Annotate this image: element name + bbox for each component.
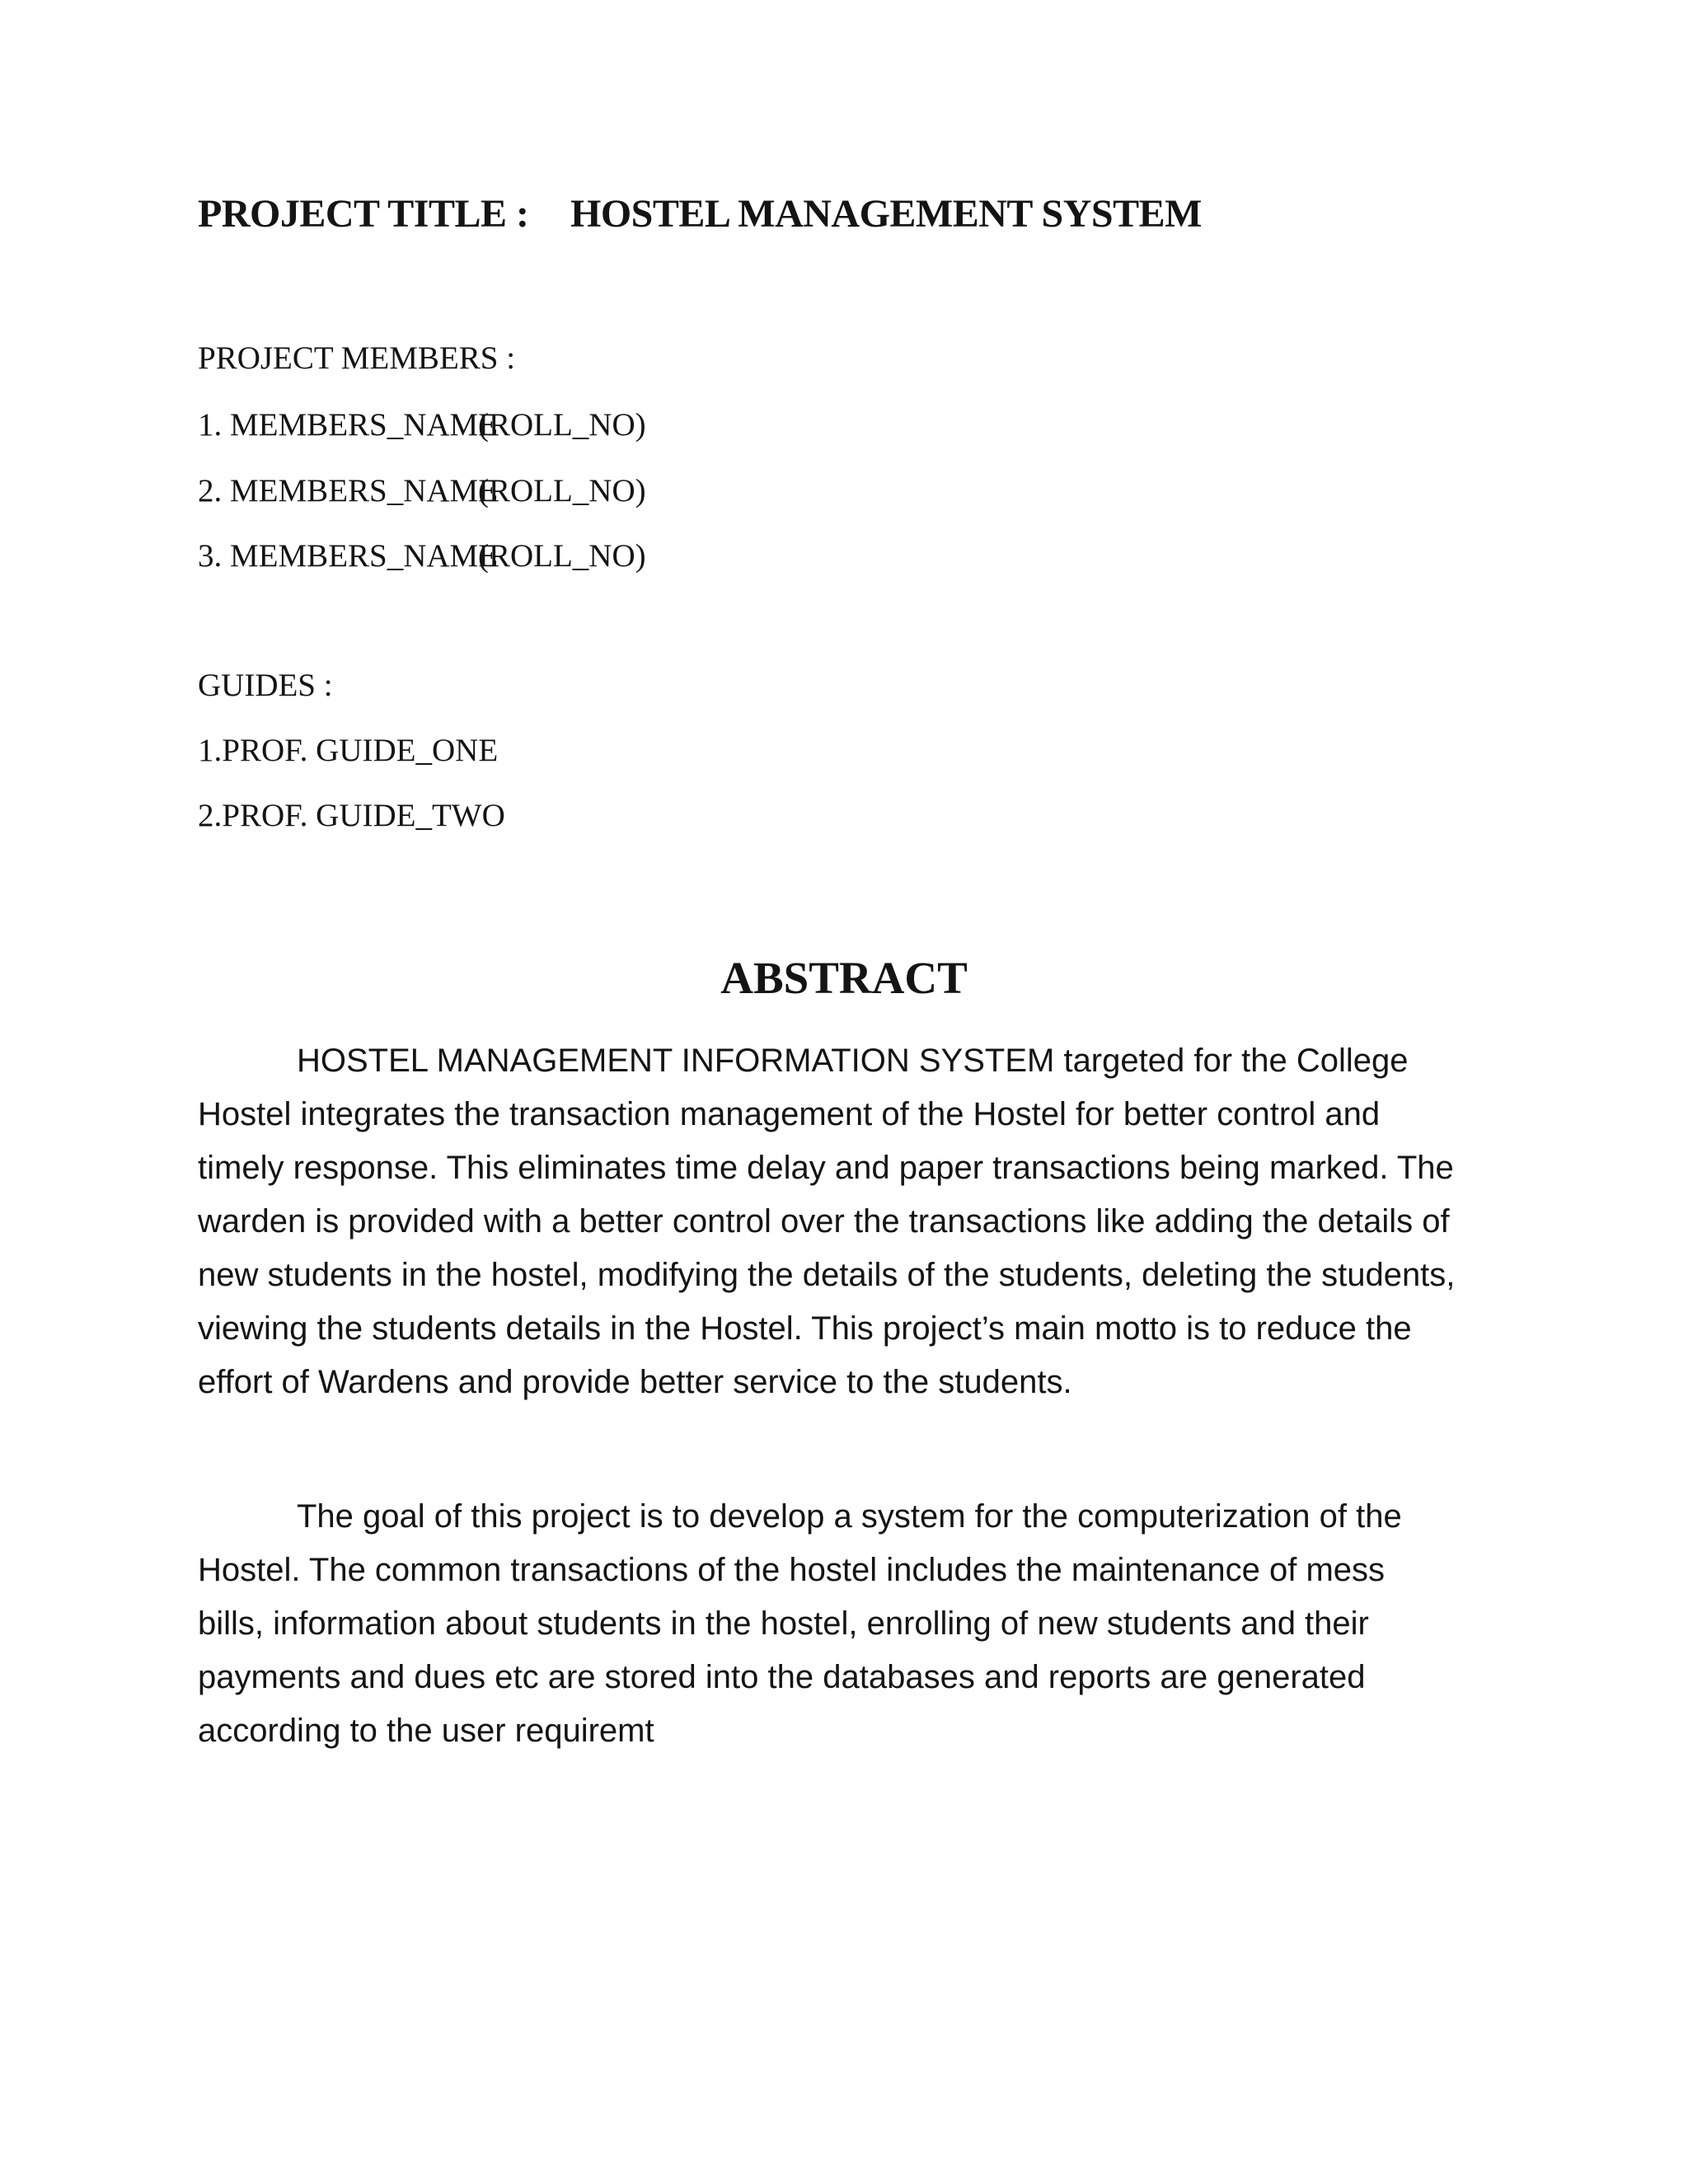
guide-item: 1.PROF. GUIDE_ONE bbox=[198, 733, 499, 768]
guide-item: 2.PROF. GUIDE_TWO bbox=[198, 798, 505, 833]
member-item bbox=[198, 472, 646, 509]
abstract-paragraph: HOSTEL MANAGEMENT INFORMATION SYSTEM targeted for the College Hostel integrates the transaction management of the Hostel for better control and timely response. This eliminates time delay and paper transactions being marked. The warden is provided with a better control over the transactions like adding the details of new students in the hostel, modifying the details of the students, deleting the students, viewing the students details in the Hostel. This project’s main motto is to reduce the effort of Wardens and provide better service to the students. bbox=[198, 1043, 1456, 1400]
guides-heading: GUIDES : bbox=[198, 668, 333, 703]
member-item bbox=[198, 406, 646, 443]
member-roll: (ROLL_NO) bbox=[478, 473, 646, 509]
member-name: 3. MEMBERS_NAME bbox=[198, 538, 499, 574]
member-name: 2. MEMBERS_NAME bbox=[198, 473, 499, 509]
project-title bbox=[198, 191, 1202, 237]
members-heading: PROJECT MEMBERS : bbox=[198, 340, 516, 376]
member-name: 1. MEMBERS_NAME bbox=[198, 407, 499, 443]
abstract-paragraph: The goal of this project is to develop a system for the computerization of the Hostel. The common transactions of the hostel includes the maintenance of mess bills, information about students in the hostel, enrolling of new students and their payments and dues etc are stored into the databases and reports are generated according to the user requiremt bbox=[198, 1498, 1402, 1749]
project-title-label: PROJECT TITLE : bbox=[198, 192, 529, 236]
project-title-value: HOSTEL MANAGEMENT SYSTEM bbox=[570, 192, 1202, 236]
abstract-heading: ABSTRACT bbox=[720, 953, 968, 1003]
member-roll: (ROLL_NO) bbox=[478, 538, 646, 574]
member-item bbox=[198, 537, 646, 574]
member-roll: (ROLL_NO) bbox=[478, 407, 646, 443]
